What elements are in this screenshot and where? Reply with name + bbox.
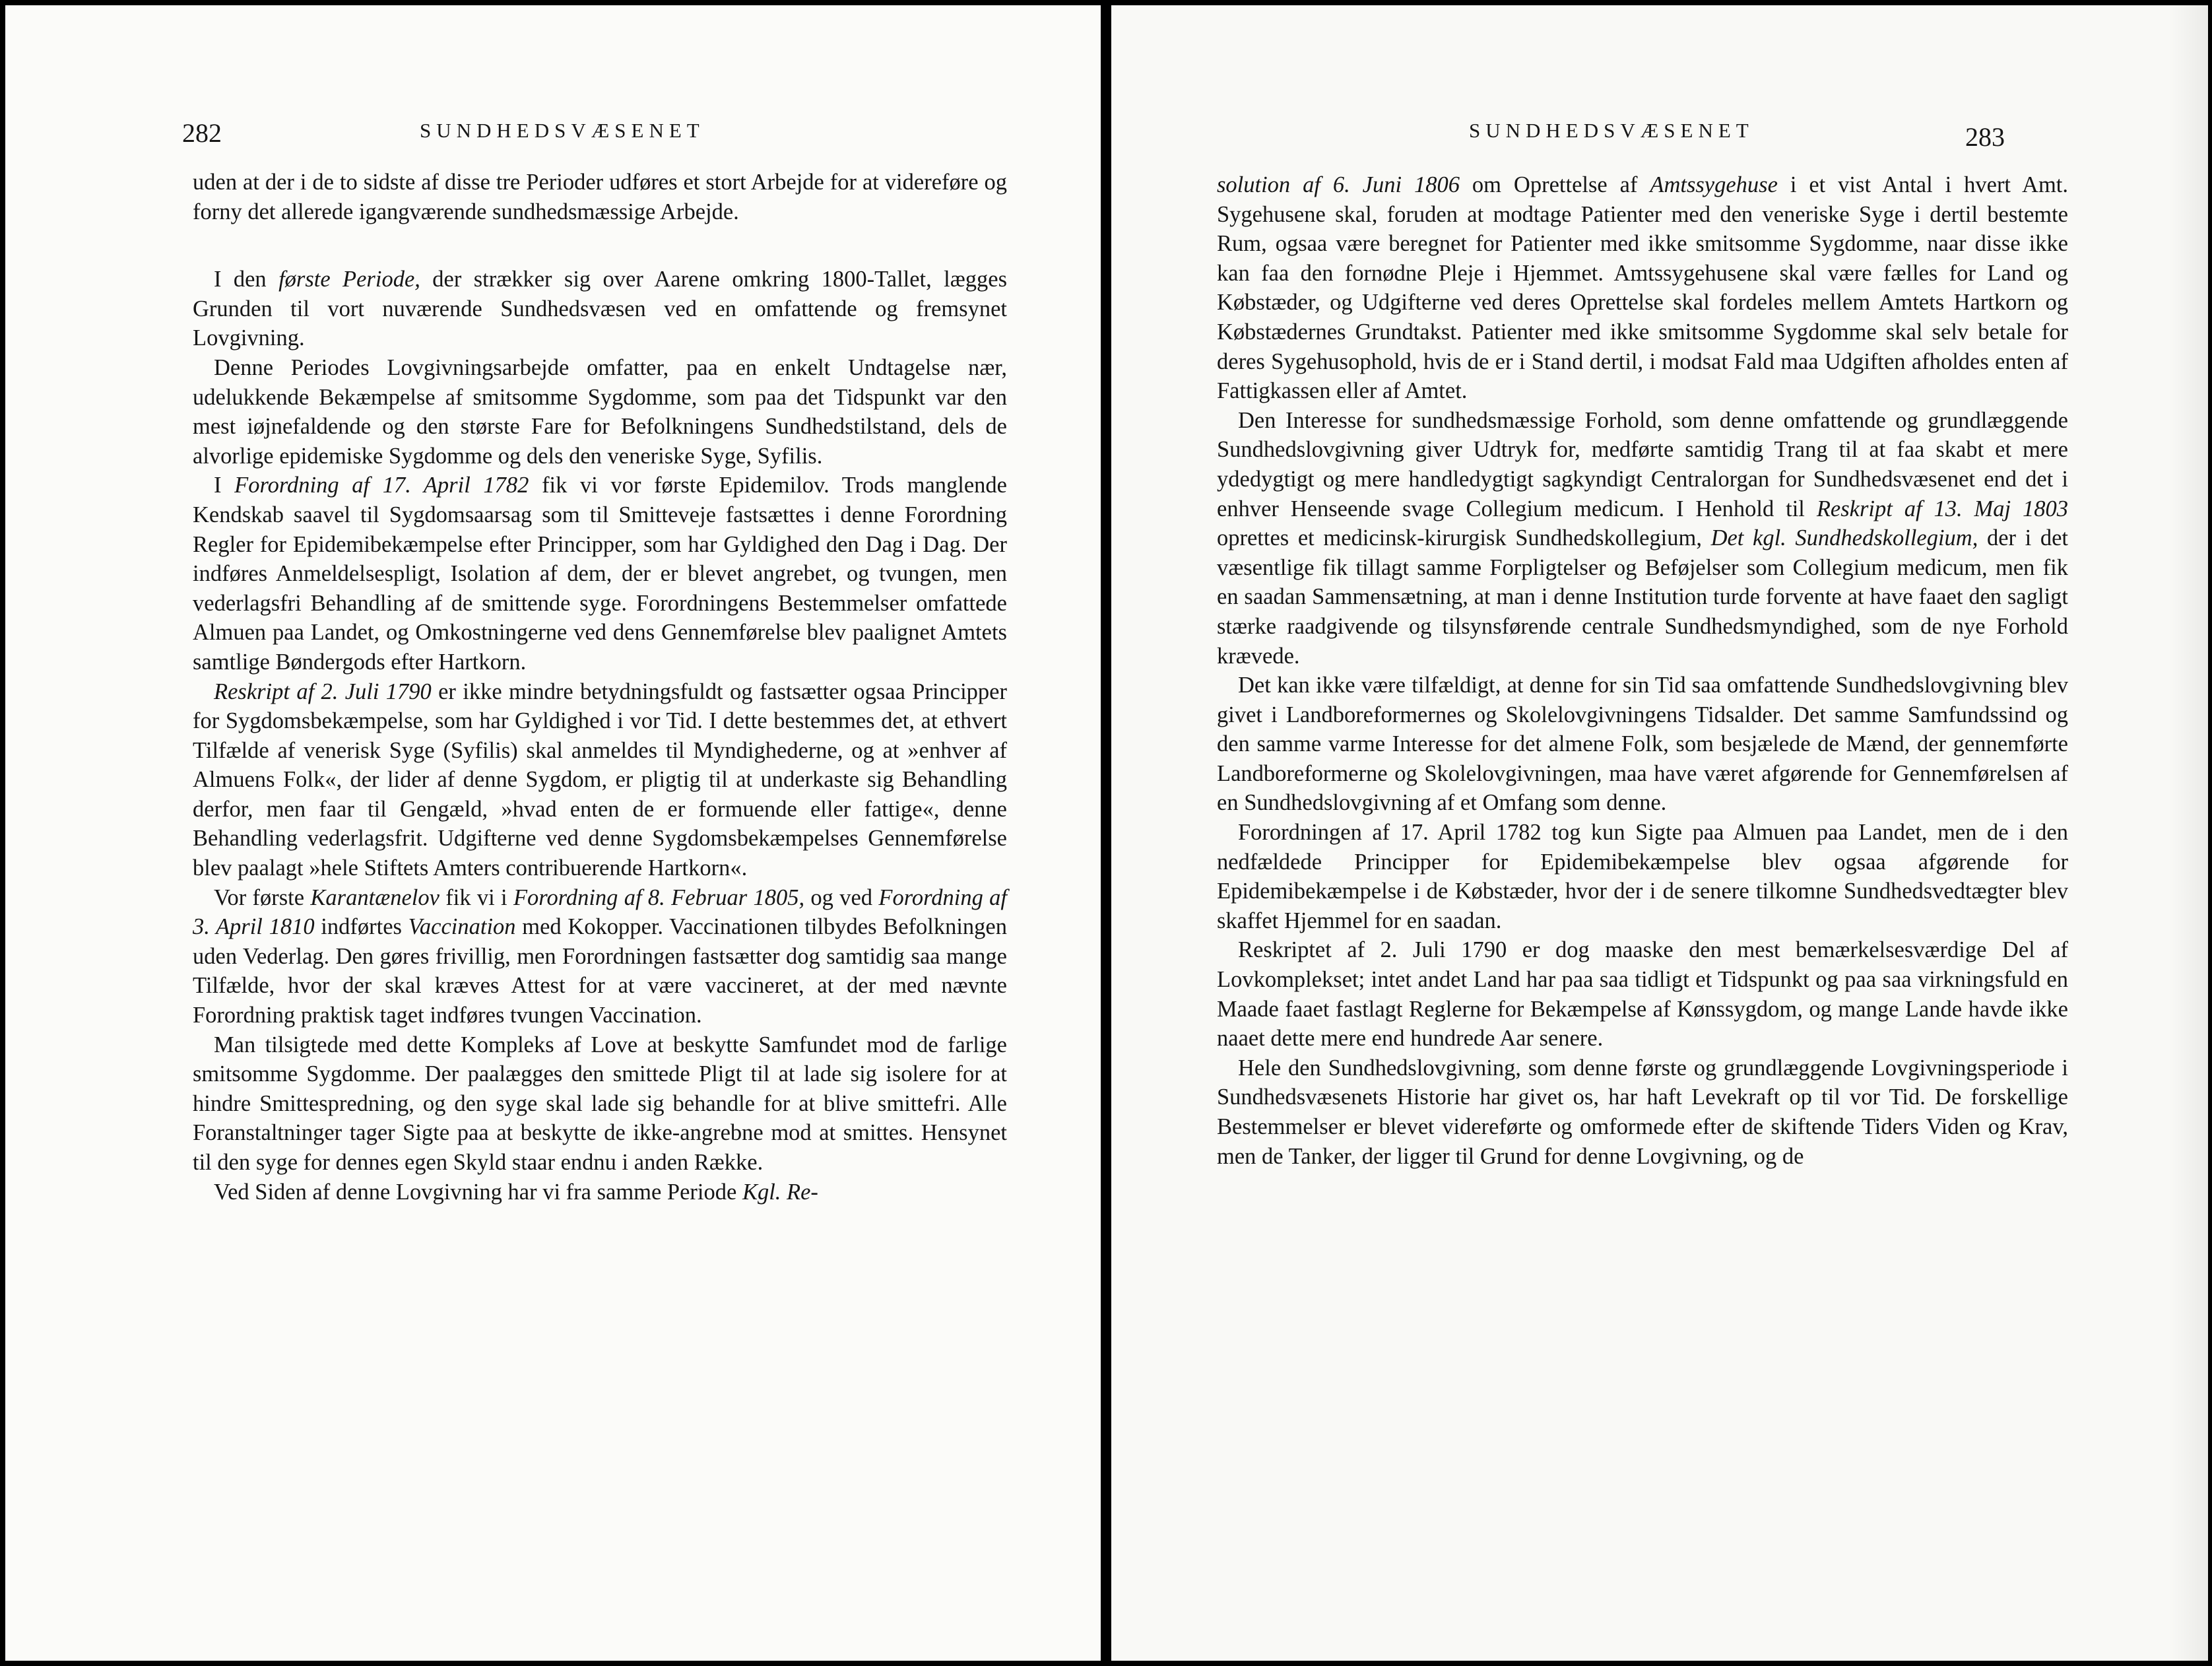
- paragraph: Vor første Karantænelov fik vi i Forordning af 8. Februar 1805, og ved Forordning af 3. April 1810 indførtes Vaccination med Kokopper. Vaccinationen tilbydes Befolkningen uden Vederlag. Den gøres frivillig, men Forordningen fastsætter dog samtidig saa mange Tilfælde, hvor der skal kræves Attest for at være vaccineret, at der med nævnte Forordning praktisk taget indføres tvungen Vaccination.: [193, 884, 1007, 1028]
- paragraph: solution af 6. Juni 1806 om Oprettelse af Amtssygehuse i et vist Antal i hvert Amt. Sygehusene skal, foruden at modtage Patienter med den veneriske Syge i dertil bestemte Rum, ogsaa være beregnet for Patienter med ikke smitsomme Sygdomme, naar disse ikke kan faa den fornødne Pleje i Hjemmet. Amtssygehusene skal være fælles for Land og Købstæder, og Udgifterne ved deres Oprettelse skal fordeles mellem Amtets Hartkorn og Købstædernes Grundtakst. Patienter med ikke smitsomme Sygdomme skal selv betale for deres Sygehusophold, hvis de er i Stand dertil, i modsat Fald maa Udgiften afholdes enten af Fattigkassen eller af Amtet.: [1217, 172, 2068, 404]
- paragraph: Ved Siden af denne Lovgivning har vi fra samme Periode Kgl. Re-: [214, 1179, 818, 1205]
- running-head: SUNDHEDSVÆSENET: [1469, 119, 1754, 142]
- paragraph: Man tilsigtede med dette Kompleks af Love at beskytte Samfundet mod de farlige smitsomme Sygdomme. Der paalægges den smittede Pligt til at lade sig isolere for at hindre Smittespredning, og den syge skal lade sig behandle for at blive smittefri. Alle Foranstaltninger tager Sigte paa at beskytte de ikke-angrebne mod at smittes. Hensynet til den syge for dennes egen Skyld staar endnu i anden Række.: [193, 1032, 1007, 1175]
- paragraph: Forordningen af 17. April 1782 tog kun Sigte paa Almuen paa Landet, men de i den nedfældede Principper for Epidemibekæmpelse blev ogsaa afgørende for Epidemibekæmpelse i de Købstæder, hvor der i de senere tilkomne Sundhedsvedtægter blev skaffet Hjemmel for en saadan.: [1217, 820, 2068, 933]
- page-body: [193, 168, 1007, 1207]
- page-body: [1217, 170, 2068, 1171]
- paragraph: Reskriptet af 2. Juli 1790 er dog maaske den mest bemærkelsesværdige Del af Lovkomplekset; intet andet Land har paa saa tidligt et Tidspunkt og paa saa virkningsfuld en Maade faaet fastlagt Reglerne for Bekæmpelse af Kønssygdom, og mange Lande havde ikke naaet dette mere end hundrede Aar senere.: [1217, 937, 2068, 1051]
- paragraph: uden at der i de to sidste af disse tre Perioder udføres et stort Arbejde for at videreføre og forny det allerede igangværende sundhedsmæssige Arbejde.: [193, 170, 1007, 224]
- paragraph: Det kan ikke være tilfældigt, at denne for sin Tid saa omfattende Sundhedslovgivning blev givet i Landboreformernes og Skolelovgivningens Tidsalder. Det samme Samfundssind og den samme varme Interesse for det almene Folk, som besjælede de Mænd, der gennemførte Landboreformerne og Skolelovgivningen, maa have været afgørende for Gennemførelsen af en Sundhedslovgivning af et Omfang som denne.: [1217, 673, 2068, 816]
- page-edge-shadow: [2168, 5, 2208, 1661]
- paragraph: Hele den Sundhedslovgivning, som denne første og grundlæggende Lovgivningsperiode i Sundhedsvæsenets Historie har givet os, har haft Levekraft op til vor Tid. De forskellige Bestemmelser er blevet videreførte og omformede efter de skiftende Tiders Viden og Krav, men de Tanker, der ligger til Grund for denne Lovgivning, og de: [1217, 1055, 2068, 1169]
- paragraph: Denne Periodes Lovgivningsarbejde omfatter, paa en enkelt Undtagelse nær, udelukkende Bekæmpelse af smitsomme Sygdomme, som paa det Tidspunkt var den mest iøjnefaldende og den største Fare for Befolkningens Sundhedstilstand, dels de alvorlige epidemiske Sygdomme og dels den veneriske Syge, Syfilis.: [193, 354, 1007, 469]
- left-page: [5, 5, 1101, 1661]
- page-number: 282: [182, 118, 222, 148]
- running-head: SUNDHEDSVÆSENET: [420, 119, 705, 142]
- paragraph: Reskript af 2. Juli 1790 er ikke mindre betydningsfuldt og fastsætter ogsaa Principper for Sygdomsbekæmpelse, som har Gyldighed i vor Tid. I dette bestemmes det, at ethvert Tilfælde af venerisk Syge (Syfilis) skal anmeldes til Myndighederne, og at »enhver af Almuens Folk«, der lider af denne Sygdom, er pligtig til at underkaste sig Behandling derfor, men faar til Gengæld, »hvad enten de er formuende eller fattige«, denne Behandling vederlagsfrit. Udgifterne ved denne Sygdomsbekæmpelses Gennemførelse blev paalagt »hele Stiftets Amters contribuerende Hartkorn«.: [193, 679, 1007, 881]
- paragraph: I den første Periode, der strækker sig over Aarene omkring 1800-Tallet, lægges Grunden til vort nuværende Sundhedsvæsen ved en omfattende og fremsynet Lovgivning.: [193, 267, 1007, 351]
- paragraph: Den Interesse for sundhedsmæssige Forhold, som denne omfattende og grundlæggende Sundhedslovgivning giver Udtryk for, medførte samtidig Trang til at faa skabt et mere ydedygtigt og mere handledygtigt sagkyndigt Centralorgan for Sundhedsvæsenet end det i enhver Henseende svage Collegium medicum. I Henhold til Reskript af 13. Maj 1803 oprettes et medicinsk-kirurgisk Sundhedskollegium, Det kgl. Sundhedskollegium, der i det væsentlige fik tillagt samme Forpligtelser og Beføjelser som Collegium medicum, men fik en saadan Sammensætning, at man i denne Institution turde forvente at have faaet den sagligt stærke raadgivende og tilsynsførende centrale Sundhedsmyndighed, som de nye Forhold krævede.: [1217, 407, 2068, 669]
- paragraph: I Forordning af 17. April 1782 fik vi vor første Epidemilov. Trods manglende Kendskab saavel til Sygdomsaarsag som til Smitteveje fastsættes i denne Forordning Regler for Epidemibekæmpelse efter Principper, som har Gyldighed den Dag i Dag. Der indføres Anmeldelsespligt, Isolation af dem, der er blevet angrebet, og tvungen, men vederlagsfri Behandling af de smittende syge. Forordningens Bestemmelser omfattede Almuen paa Landet, og Omkostningerne ved dens Gennemførelse blev paalignet Amtets samtlige Bøndergods efter Hartkorn.: [193, 473, 1007, 675]
- page-number: 283: [1965, 122, 2005, 152]
- right-page: [1111, 5, 2208, 1661]
